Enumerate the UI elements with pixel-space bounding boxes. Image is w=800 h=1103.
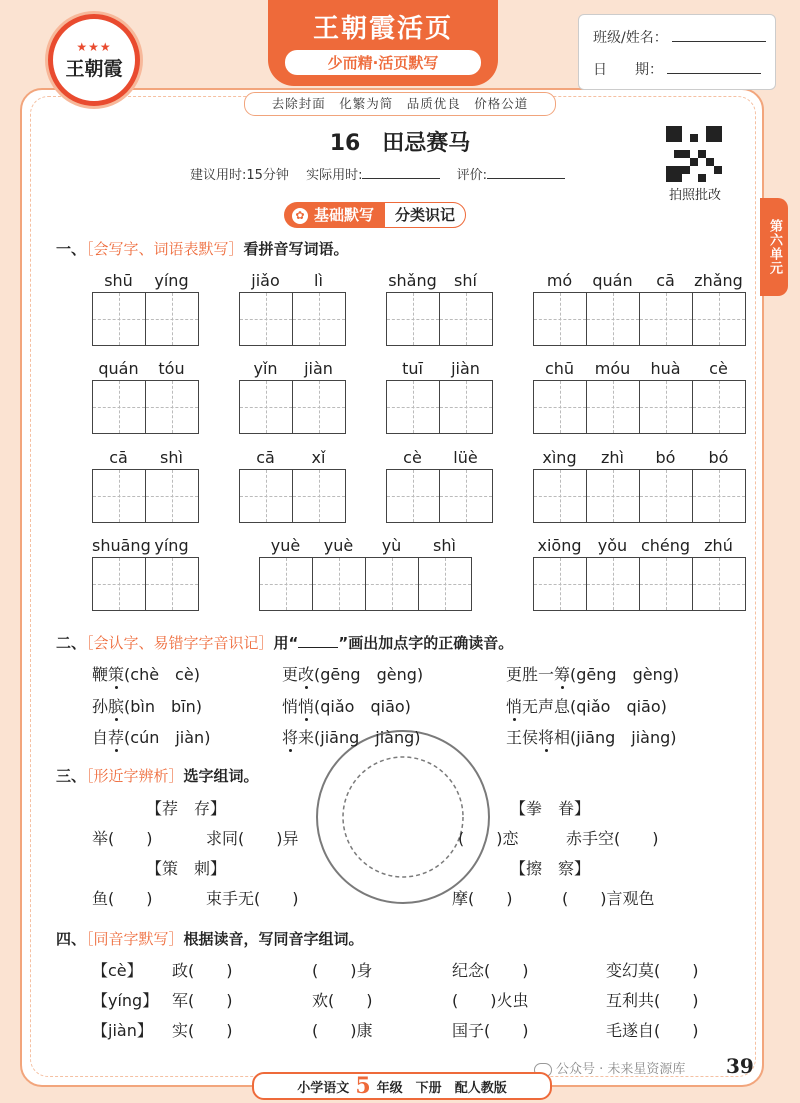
q2-text-b: ”画出加点字的正确读音。 <box>338 634 514 652</box>
pinyin-syllable: yuè <box>323 536 354 555</box>
evaluation-label: 评价: <box>456 168 487 183</box>
pinyin-syllable: shì <box>433 536 456 555</box>
pinyin-syllable: jiàn <box>451 359 480 378</box>
q1-text: 看拼音写词语。 <box>243 240 349 258</box>
q3-blank[interactable]: 求同( )异 <box>206 829 299 848</box>
writing-cell[interactable] <box>640 558 693 610</box>
q4-blank[interactable]: ( )火虫 <box>452 991 529 1010</box>
q2-item[interactable] <box>282 662 423 685</box>
writing-cell[interactable] <box>693 470 745 522</box>
q2-item-prefix: 悄 <box>282 697 299 716</box>
pinyin-syllable: shuāng <box>92 536 151 555</box>
pinyin-row <box>386 447 493 469</box>
writing-cell[interactable] <box>146 293 198 345</box>
class-name-label: 班级/姓名： <box>593 30 668 46</box>
q2-item-prefix: 更 <box>282 665 299 684</box>
q1-tag: ［会写字、词语表默写］ <box>86 240 244 258</box>
writing-cell[interactable] <box>240 293 293 345</box>
q2-item[interactable] <box>92 725 210 748</box>
q3-group-2: 【拳 眷】 <box>510 799 591 818</box>
page-number: 39 <box>726 1054 754 1078</box>
pinyin-syllable: yuè <box>270 536 301 555</box>
writing-cell[interactable] <box>440 381 492 433</box>
writing-cell[interactable] <box>587 558 640 610</box>
pinyin-row <box>533 447 746 469</box>
pinyin-syllable: jiǎo <box>251 271 280 290</box>
class-name-blank[interactable] <box>672 29 766 42</box>
q1-word-group <box>533 270 746 346</box>
writing-cell[interactable] <box>440 293 492 345</box>
q1-word-group <box>386 358 493 434</box>
pinyin-syllable: yíng <box>154 271 189 290</box>
pinyin-row <box>386 358 493 380</box>
writing-cell[interactable] <box>419 558 471 610</box>
q4-blank[interactable]: 变幻莫( ) <box>606 961 699 980</box>
pinyin-syllable: shí <box>454 271 477 290</box>
q1-word-group <box>239 358 346 434</box>
writing-cell[interactable] <box>640 470 693 522</box>
q1-word-group <box>533 358 746 434</box>
section-heading <box>284 202 466 228</box>
date-row[interactable] <box>593 59 761 79</box>
pinyin-syllable: quán <box>592 271 633 290</box>
q1-word-group <box>239 447 346 523</box>
writing-cell[interactable] <box>693 293 745 345</box>
actual-time-blank[interactable] <box>362 167 440 179</box>
qr-code-icon[interactable] <box>666 126 722 182</box>
pinyin-row <box>92 447 199 469</box>
q4-pinyin-label: 【yíng】 <box>92 991 159 1010</box>
q1-word-group <box>386 447 493 523</box>
q2-item-prefix: 孙 <box>92 697 109 716</box>
q2-item-prefix: 更胜一 <box>506 665 555 684</box>
pinyin-syllable: chū <box>544 359 575 378</box>
badge-icon: ✿ <box>292 208 308 224</box>
writing-cell[interactable] <box>146 558 198 610</box>
q4-blank[interactable]: 纪念( ) <box>452 961 529 980</box>
writing-cell[interactable] <box>293 470 345 522</box>
time-info <box>190 164 577 183</box>
writing-cell[interactable] <box>387 381 440 433</box>
q2-item-prefix: 王侯 <box>506 728 539 747</box>
pinyin-syllable: yǒu <box>597 536 628 555</box>
pinyin-row <box>259 535 472 557</box>
pinyin-syllable: lì <box>314 271 323 290</box>
pinyin-row <box>92 535 199 557</box>
q2-item[interactable] <box>506 694 667 717</box>
q4-blank[interactable]: 欢( ) <box>312 991 373 1010</box>
q2-dotted-char: 悄 <box>506 697 523 716</box>
writing-cell[interactable] <box>534 381 587 433</box>
q2-item[interactable] <box>506 725 677 748</box>
pinyin-syllable: tuī <box>402 359 423 378</box>
footer-grade: 年级 <box>376 1080 403 1096</box>
writing-cell[interactable] <box>534 293 587 345</box>
q3-blank[interactable]: 举( ) <box>92 829 153 848</box>
writing-cell[interactable] <box>534 558 587 610</box>
writing-boxes <box>92 292 199 346</box>
pinyin-syllable: shì <box>160 448 183 467</box>
evaluation-blank[interactable] <box>487 167 565 179</box>
writing-boxes <box>92 557 199 611</box>
writing-cell[interactable] <box>640 381 693 433</box>
q3-group-3: 【策 刺】 <box>146 859 227 878</box>
date-label: 日 期： <box>593 62 663 78</box>
pinyin-syllable: quán <box>98 359 139 378</box>
q2-item[interactable] <box>282 725 421 748</box>
q3-num: 三、 <box>56 767 87 785</box>
q4-pinyin-label: 【jiàn】 <box>92 1021 153 1040</box>
q3-tag: ［形近字辨析］ <box>86 767 184 785</box>
q4-blank[interactable]: ( )身 <box>312 961 373 980</box>
q3-group-1: 【荐 存】 <box>146 799 227 818</box>
wechat-text: 公众号 · 未来星资源库 <box>556 1062 686 1077</box>
q3-heading <box>56 765 259 786</box>
pinyin-syllable: yǐn <box>253 359 278 378</box>
q2-text-a: 用“ <box>273 634 299 652</box>
q2-item[interactable] <box>92 694 202 717</box>
q3-blank[interactable]: ( )恋 <box>458 829 519 848</box>
q2-item-options[interactable]: 相(jiāng jiàng) <box>554 728 677 747</box>
writing-boxes <box>239 292 346 346</box>
q3-blank[interactable]: 赤手空( ) <box>566 829 659 848</box>
writing-cell[interactable] <box>440 470 492 522</box>
q2-item-options[interactable]: (bìn bīn) <box>124 697 203 716</box>
writing-boxes <box>92 380 199 434</box>
writing-cell[interactable] <box>293 293 345 345</box>
class-name-row[interactable] <box>593 27 766 47</box>
writing-boxes <box>386 469 493 523</box>
writing-boxes <box>533 469 746 523</box>
section-sub-label: 分类识记 <box>384 202 466 228</box>
pinyin-syllable: yíng <box>154 536 189 555</box>
pinyin-syllable: bó <box>655 448 676 467</box>
q1-num: 一、 <box>56 240 87 258</box>
q3-group-4: 【擦 察】 <box>510 859 591 878</box>
q1-word-group <box>92 535 199 611</box>
footer-grade-num: 5 <box>355 1073 371 1099</box>
pinyin-syllable: cè <box>403 448 422 467</box>
writing-cell[interactable] <box>146 470 198 522</box>
q2-item-prefix: 自 <box>92 728 109 747</box>
q2-dotted-char: 策 <box>108 665 125 684</box>
actual-time-label: 实际用时: <box>306 168 363 183</box>
writing-cell[interactable] <box>240 470 293 522</box>
pinyin-syllable: shū <box>104 271 133 290</box>
q2-item-prefix: 鞭 <box>92 665 109 684</box>
slogan-bar: 去除封面 化繁为简 品质优良 价格公道 <box>244 92 556 116</box>
pinyin-row <box>92 270 199 292</box>
q4-blank[interactable]: ( )康 <box>312 1021 373 1040</box>
writing-boxes <box>533 557 746 611</box>
writing-cell[interactable] <box>93 293 146 345</box>
unit-tab: 第六单元 <box>760 198 788 296</box>
pinyin-syllable: shǎng <box>388 271 437 290</box>
pinyin-row <box>92 358 199 380</box>
lesson-title: 16 田忌赛马 <box>329 131 471 156</box>
q1-word-group <box>386 270 493 346</box>
q3-blank[interactable]: 摩( ) <box>452 889 513 908</box>
writing-cell[interactable] <box>387 470 440 522</box>
q1-word-group <box>92 270 199 346</box>
pinyin-syllable: cā <box>656 271 675 290</box>
q1-word-group <box>92 358 199 434</box>
brand-banner <box>268 0 498 86</box>
pinyin-syllable: móu <box>594 359 631 378</box>
pinyin-row <box>386 270 493 292</box>
q4-blank[interactable]: 军( ) <box>172 991 233 1010</box>
q3-blank[interactable]: 鱼( ) <box>92 889 153 908</box>
q2-underline-sample <box>298 635 338 648</box>
pinyin-syllable: huà <box>650 359 681 378</box>
section-main <box>284 202 384 228</box>
q4-tag: ［同音字默写］ <box>86 930 184 948</box>
q4-num: 四、 <box>56 930 87 948</box>
brand-logo <box>48 14 140 106</box>
q1-word-group <box>533 447 746 523</box>
q2-dotted-char: 膑 <box>108 697 125 716</box>
pinyin-syllable: zhú <box>704 536 733 555</box>
student-info-box <box>578 14 776 90</box>
q2-heading <box>56 632 513 653</box>
writing-boxes <box>533 292 746 346</box>
q1-word-group <box>92 447 199 523</box>
writing-boxes <box>386 292 493 346</box>
q4-blank[interactable]: 政( ) <box>172 961 233 980</box>
q2-item-options[interactable]: 来(jiāng jiàng) <box>298 728 421 747</box>
writing-cell[interactable] <box>587 470 640 522</box>
footer-bar <box>252 1072 552 1100</box>
brand-tagline: 少而精·活页默写 <box>285 50 481 75</box>
writing-cell[interactable] <box>534 470 587 522</box>
writing-cell[interactable] <box>146 381 198 433</box>
writing-cell[interactable] <box>93 558 146 610</box>
q1-word-group <box>259 535 472 611</box>
pinyin-syllable: xiōng <box>537 536 582 555</box>
pinyin-syllable: xǐ <box>311 448 326 467</box>
q3-blank[interactable]: 束手无( ) <box>206 889 299 908</box>
pinyin-syllable: tóu <box>158 359 185 378</box>
writing-cell[interactable] <box>93 470 146 522</box>
pinyin-syllable: xìng <box>542 448 577 467</box>
writing-boxes <box>386 380 493 434</box>
writing-cell[interactable] <box>240 381 293 433</box>
q4-pinyin-label: 【cè】 <box>92 961 143 980</box>
pinyin-syllable: jiàn <box>304 359 333 378</box>
q4-blank[interactable]: 互利共( ) <box>606 991 699 1010</box>
date-blank[interactable] <box>667 61 761 74</box>
q2-dotted-char: 将 <box>282 728 299 747</box>
q3-text: 选字组词。 <box>183 767 259 785</box>
pinyin-syllable: cè <box>709 359 728 378</box>
pinyin-syllable: cā <box>109 448 128 467</box>
qr-label: 拍照批改 <box>668 188 721 203</box>
writing-boxes <box>239 469 346 523</box>
q2-tag: ［会认字、易错字字音识记］ <box>86 634 274 652</box>
pinyin-syllable: lüè <box>453 448 478 467</box>
pinyin-syllable: yù <box>381 536 402 555</box>
q2-item-options[interactable]: (qiǎo qiāo) <box>314 697 411 716</box>
writing-cell[interactable] <box>693 558 745 610</box>
writing-cell[interactable] <box>293 381 345 433</box>
q2-dotted-char: 筹 <box>554 665 571 684</box>
q2-num: 二、 <box>56 634 87 652</box>
writing-cell[interactable] <box>587 381 640 433</box>
writing-boxes <box>92 469 199 523</box>
writing-boxes <box>259 557 472 611</box>
pinyin-row <box>533 358 746 380</box>
q2-item-options[interactable]: 无声息(qiǎo qiāo) <box>522 697 667 716</box>
pinyin-row <box>533 535 746 557</box>
footer-edition: 配人教版 <box>454 1080 507 1096</box>
pinyin-syllable: zhì <box>601 448 624 467</box>
q2-dotted-char: 将 <box>538 728 555 747</box>
q2-item[interactable] <box>506 662 679 685</box>
pinyin-row <box>239 270 346 292</box>
pinyin-row <box>239 447 346 469</box>
q4-blank[interactable]: 毛遂自( ) <box>606 1021 699 1040</box>
pinyin-row <box>533 270 746 292</box>
writing-cell[interactable] <box>313 558 366 610</box>
q2-item-options[interactable]: (gēng gèng) <box>314 665 424 684</box>
q2-dotted-char: 荐 <box>108 728 125 747</box>
writing-boxes <box>239 380 346 434</box>
wechat-watermark <box>534 1058 685 1077</box>
q4-heading <box>56 928 364 949</box>
pinyin-syllable: cā <box>256 448 275 467</box>
pinyin-syllable: bó <box>708 448 729 467</box>
writing-cell[interactable] <box>93 381 146 433</box>
crown-icon: ★★★ <box>76 39 112 54</box>
suggested-time: 建议用时:15分钟 <box>190 168 289 183</box>
q1-word-group <box>239 270 346 346</box>
q3-blank[interactable]: ( )言观色 <box>562 889 655 908</box>
q2-item-options[interactable]: (cún jiàn) <box>124 728 211 747</box>
q2-item[interactable] <box>282 694 411 717</box>
section-main-label: 基础默写 <box>314 206 375 224</box>
q1-word-group <box>533 535 746 611</box>
writing-boxes <box>533 380 746 434</box>
writing-cell[interactable] <box>387 293 440 345</box>
pinyin-syllable: chéng <box>640 536 691 555</box>
q2-dotted-char: 改 <box>298 665 315 684</box>
q4-blank[interactable]: 实( ) <box>172 1021 233 1040</box>
writing-cell[interactable] <box>587 293 640 345</box>
writing-cell[interactable] <box>260 558 313 610</box>
q4-blank[interactable]: 国子( ) <box>452 1021 529 1040</box>
q2-item-options[interactable]: (chè cè) <box>124 665 200 684</box>
q4-text: 根据读音，写同音字组词。 <box>183 930 364 948</box>
footer-term: 下册 <box>415 1080 442 1096</box>
writing-cell[interactable] <box>640 293 693 345</box>
q2-dotted-char: 悄 <box>298 697 315 716</box>
pinyin-row <box>239 358 346 380</box>
brand-title: 王朝霞活页 <box>312 14 453 44</box>
writing-cell[interactable] <box>366 558 419 610</box>
q2-item[interactable] <box>92 662 200 685</box>
q1-heading <box>56 238 349 259</box>
logo-text: 王朝霞 <box>65 57 123 80</box>
writing-cell[interactable] <box>693 381 745 433</box>
q2-item-options[interactable]: (gēng gèng) <box>570 665 680 684</box>
pinyin-syllable: mó <box>546 271 573 290</box>
footer-subject: 小学语文 <box>297 1080 350 1096</box>
pinyin-syllable: zhǎng <box>694 271 743 290</box>
